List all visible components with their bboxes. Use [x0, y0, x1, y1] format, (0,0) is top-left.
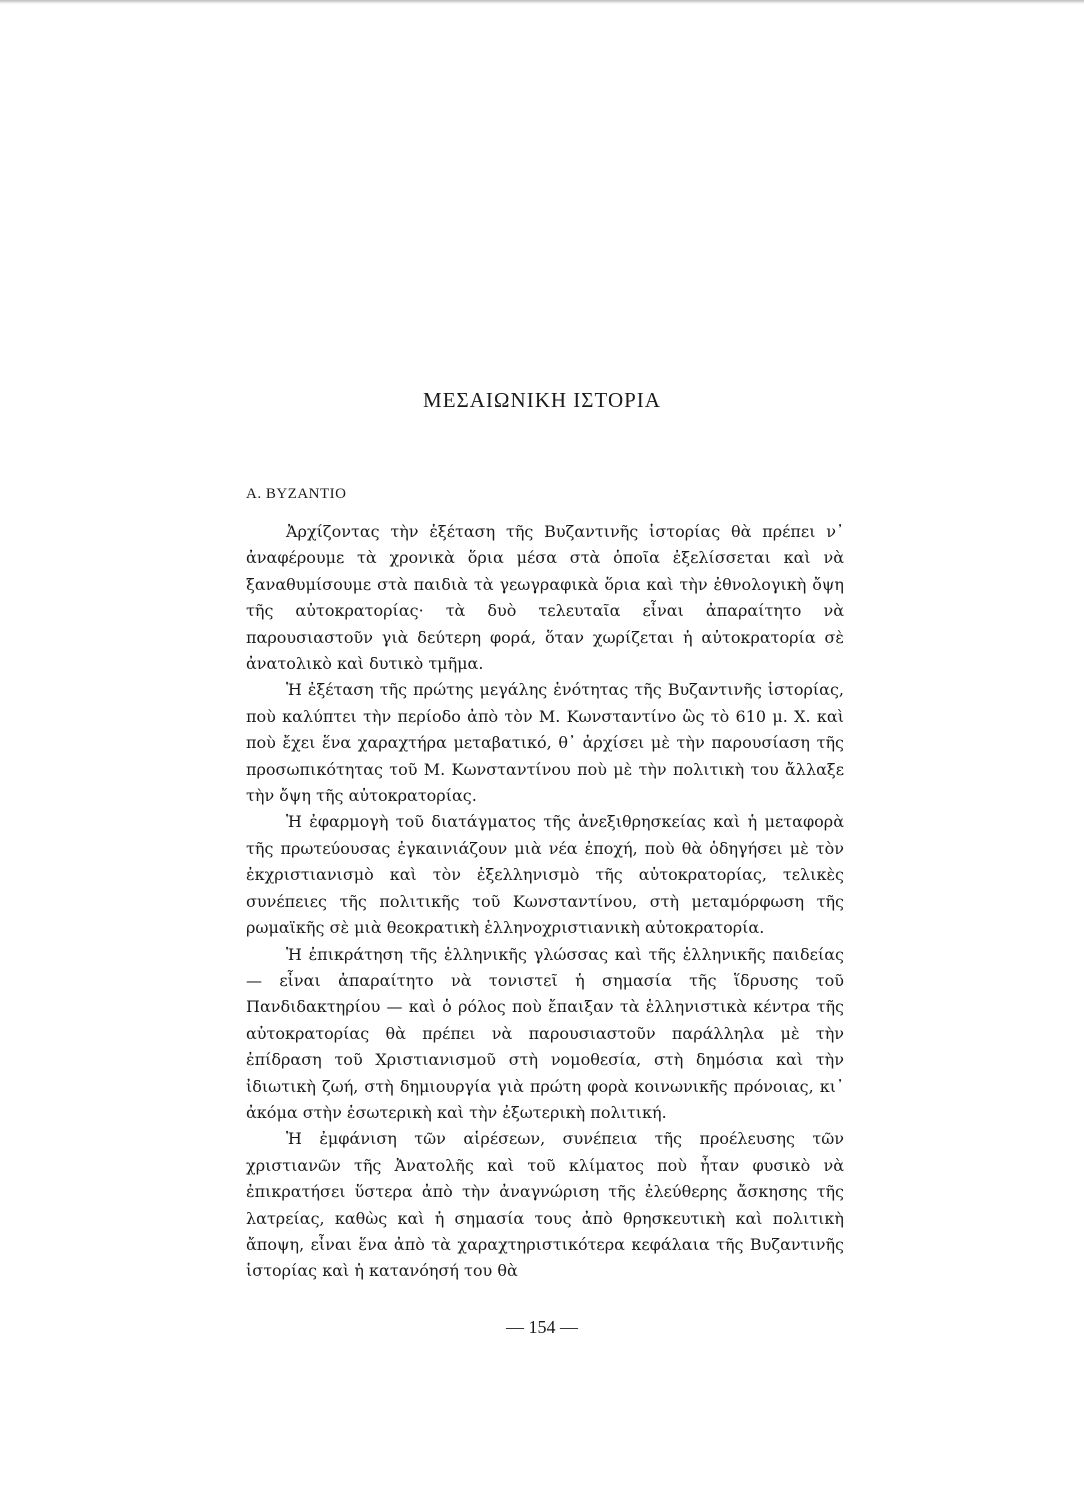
paragraph: Ἡ ἐφαρμογὴ τοῦ διατάγματος τῆς ἀνεξιθρησκείας καὶ ἡ μεταφορὰ τῆς πρωτεύουσας ἐγκαινιάζουν μιὰ νέα ἐποχή, ποὺ θὰ ὁδηγήσει μὲ τὸν ἐκχριστιανισμὸ καὶ τὸν ἐξελληνισμὸ τῆς αὐτοκρατορίας, τελικὲς συνέπειες τῆς πολιτικῆς τοῦ Κωνσταντίνου, στὴ μεταμόρφωση τῆς ρωμαϊκῆς σὲ μιὰ θεοκρατικὴ ἑλληνοχριστιανικὴ αὐτοκρατορία. — [246, 812, 844, 938]
page-top-edge — [0, 0, 1084, 4]
paragraph: Ἡ ἐμφάνιση τῶν αἱρέσεων, συνέπεια τῆς προέλευσης τῶν χριστιανῶν τῆς Ἀνατολῆς καὶ τοῦ κλίματος ποὺ ἦταν φυσικὸ νὰ ἐπικρατήσει ὕστερα ἀπὸ τὴν ἀναγνώριση τῆς ἐλεύθερης ἄσκησης τῆς λατρείας, καθὼς καὶ ἡ σημασία τους ἀπὸ θρησκευτικὴ καὶ πολιτικὴ ἄποψη, εἶναι ἕνα ἀπὸ τὰ χαραχτηριστικότερα κεφάλαια τῆς Βυζαντινῆς ἱστορίας καὶ ἡ κατανόησή του θὰ — [246, 1129, 844, 1281]
page-number: — 154 — — [506, 1317, 578, 1337]
section-heading: Α. ΒΥΖΑΝΤΙΟ — [246, 486, 347, 502]
paragraph: Ἡ ἐπικράτηση τῆς ἑλληνικῆς γλώσσας καὶ τῆς ἑλληνικῆς παιδείας — εἶναι ἀπαραίτητο νὰ τονιστεῖ ἡ σημασία τῆς ἵδρυσης τοῦ Πανδιδακτηρίου — καὶ ὁ ρόλος ποὺ ἔπαιξαν τὰ ἑλληνιστικὰ κέντρα τῆς αὐτοκρατορίας θὰ πρέπει νὰ παρουσιαστοῦν παράλληλα μὲ τὴν ἐπίδραση τοῦ Χριστιανισμοῦ στὴ νομοθεσία, στὴ δημόσια καὶ τὴν ἰδιωτικὴ ζωή, στὴ δημιουργία γιὰ πρώτη φορὰ κοινωνικῆς πρόνοιας, κι᾿ ἀκόμα στὴν ἐσωτερικὴ καὶ τὴν ἐξωτερικὴ πολιτική. — [246, 944, 844, 1122]
body-text — [246, 519, 844, 1285]
paragraph: Ἀρχίζοντας τὴν ἐξέταση τῆς Βυζαντινῆς ἱστορίας θὰ πρέπει ν᾿ ἀναφέρουμε τὰ χρονικὰ ὅρια μέσα στὰ ὁποῖα ἐξελίσσεται καὶ νὰ ξαναθυμίσουμε στὰ παιδιὰ τὰ γεωγραφικὰ ὅρια καὶ τὴν ἐθνολογικὴ ὄψη τῆς αὐτοκρατορίας· τὰ δυὸ τελευταῖα εἶναι ἀπαραίτητο νὰ παρουσιαστοῦν γιὰ δεύτερη φορά, ὅταν χωρίζεται ἡ αὐτοκρατορία σὲ ἀνατολικὸ καὶ δυτικὸ τμῆμα. — [246, 522, 844, 674]
chapter-title: ΜΕΣΑΙΩΝΙΚΗ ΙΣΤΟΡΙΑ — [423, 388, 661, 412]
paragraph: Ἡ ἐξέταση τῆς πρώτης μεγάλης ἑνότητας τῆς Βυζαντινῆς ἱστορίας, ποὺ καλύπτει τὴν περίοδο ἀπὸ τὸν Μ. Κωνσταντίνο ὣς τὸ 610 μ. Χ. καὶ ποὺ ἔχει ἕνα χαραχτήρα μεταβατικό, θ᾿ ἀρχίσει μὲ τὴν παρουσίαση τῆς προσωπικότητας τοῦ Μ. Κωνσταντίνου ποὺ μὲ τὴν πολιτικὴ του ἄλλαξε τὴν ὄψη τῆς αὐτοκρατορίας. — [246, 680, 844, 806]
